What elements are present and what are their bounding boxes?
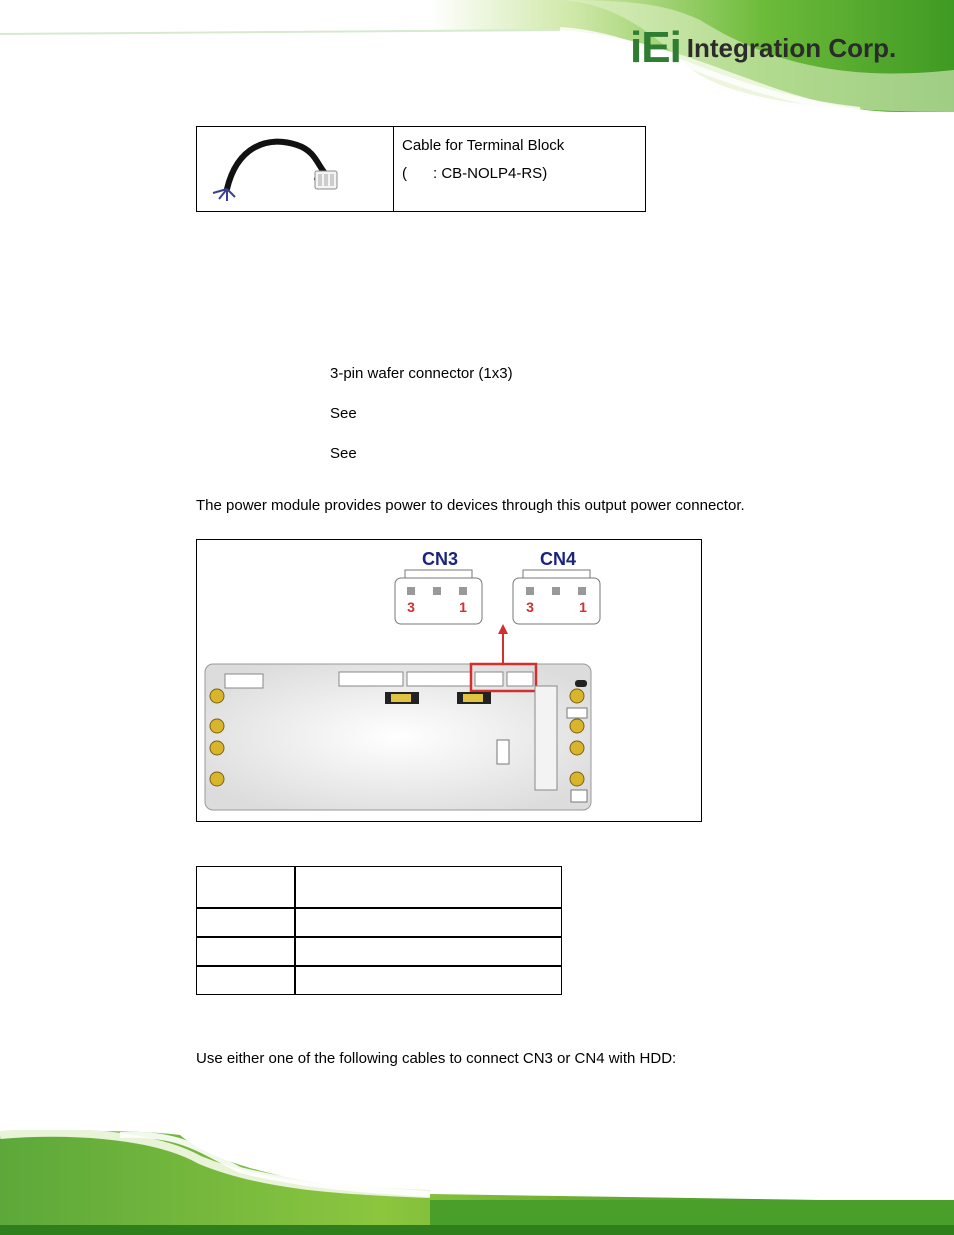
board-diagram (197, 540, 701, 821)
pinout-table (196, 866, 562, 995)
table-cell (295, 966, 562, 995)
cn3-label: CN3 (421, 549, 459, 569)
table-cell (295, 937, 562, 966)
table-row (197, 937, 562, 966)
cn4-pin-3-label: 3 (526, 599, 534, 615)
cn4-pin-1-label: 1 (579, 599, 587, 615)
cable-image-cell (197, 127, 394, 211)
table-cell (197, 908, 296, 937)
logo-mark: iEi (630, 23, 681, 72)
table-header-row (197, 867, 562, 909)
cn4-label: CN4 (539, 549, 577, 569)
company-logo (630, 24, 896, 72)
cn3-connector-zoom (395, 570, 482, 624)
table-cell (295, 908, 562, 937)
pointer-arrow (498, 624, 508, 664)
table-cell (295, 867, 562, 909)
location-reference: See (330, 405, 357, 422)
cable-name: Cable for Terminal Block (402, 137, 565, 154)
cable-part-number-line (402, 160, 637, 188)
part-open-paren: ( (402, 165, 407, 182)
table-cell (197, 937, 296, 966)
cable-part-number: : CB-NOLP4-RS) (433, 165, 548, 182)
connector-type-value: 3-pin wafer connector (1x3) (330, 365, 513, 382)
cable-instruction: Use either one of the following cables to connect CN3 or CN4 with HDD: (196, 1050, 677, 1067)
cable-item-table (196, 126, 646, 212)
power-module-board (205, 664, 591, 810)
cable-description-cell (394, 127, 645, 211)
pinout-reference: See (330, 445, 357, 462)
logo-text: Integration Corp. (686, 33, 897, 63)
cn3-pin-1-label: 1 (459, 599, 467, 615)
table-cell (197, 966, 296, 995)
description-paragraph: The power module provides power to devices through this output power connector. (196, 497, 745, 514)
footer-banner (0, 1130, 954, 1235)
connector-location-figure (196, 539, 702, 822)
table-cell (197, 867, 296, 909)
cn3-pin-3-label: 3 (407, 599, 415, 615)
cable-terminal-block-image (197, 127, 393, 211)
table-row (197, 966, 562, 995)
cn4-connector-zoom (513, 570, 600, 624)
table-row (197, 908, 562, 937)
